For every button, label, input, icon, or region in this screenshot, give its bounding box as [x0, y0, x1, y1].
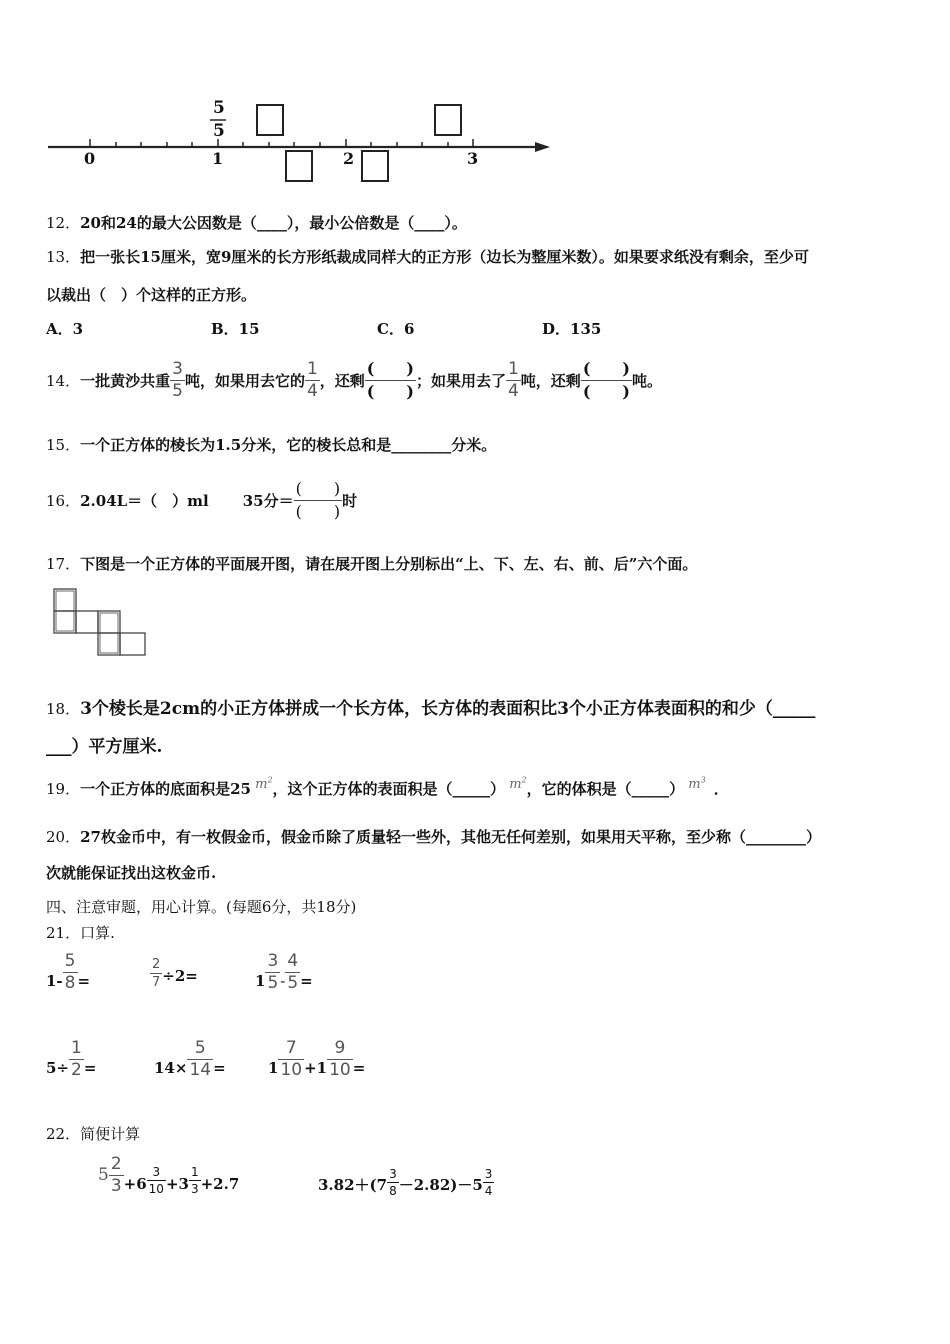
- question-18: [46, 694, 815, 719]
- question-number: 19．: [46, 780, 81, 798]
- question-17: [46, 553, 697, 574]
- question-number: 21．: [46, 924, 81, 942]
- fraction: $\frac{1}{4}$: [306, 358, 318, 401]
- calc-item[interactable]: 1 $\frac{3}{5}$ - $\frac{4}{5}$ =: [255, 951, 313, 993]
- question-text: 一个正方体的底面积是25: [80, 780, 251, 798]
- answer-blank-fraction[interactable]: ( ) ( ): [582, 358, 630, 401]
- question-16: [46, 470, 357, 530]
- question-text: ，还剩: [319, 371, 365, 390]
- calc-item[interactable]: 5÷ $\frac{1}{2}$ =: [46, 1038, 97, 1080]
- question-number: 18．: [46, 700, 81, 718]
- question-text: 27枚金币中，有一枚假金币，假金币除了质量轻一些外，其他无任何差别，如果用天平称，至少称（________）: [80, 828, 821, 846]
- question-number: 16．: [46, 491, 81, 510]
- option-a[interactable]: A．3: [46, 320, 84, 338]
- question-text: ．: [713, 780, 729, 798]
- section-title: 四、注意审题，用心计算。(每题6分，共18分): [46, 898, 357, 916]
- question-text: 3个棱长是2cm的小正方体拼成一个长方体，长方体的表面积比3个小正方体表面积的和少（_____: [80, 699, 816, 719]
- option-d[interactable]: D．135: [542, 320, 602, 338]
- calc-item[interactable]: 1 $\frac{7}{10}$ +1 $\frac{9}{10}$ =: [268, 1038, 366, 1080]
- fraction: $\frac{3}{5}$: [172, 358, 183, 401]
- question-text: 35分＝: [242, 491, 294, 510]
- question-text: ；如果用去了: [415, 371, 506, 390]
- tick-label-1: 1: [212, 149, 224, 168]
- question-14: [46, 350, 662, 410]
- question-number: 20．: [46, 828, 81, 846]
- answer-box[interactable]: [435, 105, 461, 135]
- question-18-line2: ___）平方厘米.: [46, 737, 163, 757]
- question-15: [46, 434, 496, 455]
- answer-box[interactable]: [362, 151, 388, 181]
- question-text: 一个正方体的棱长为1.5分米，它的棱长总和是________分米。: [80, 436, 497, 454]
- answer-blank-fraction[interactable]: ( ) ( ): [366, 358, 414, 401]
- question-text: ，这个正方体的表面积是（_____）: [272, 780, 506, 798]
- number-line-frac-bottom: 5: [213, 121, 225, 141]
- calc-item[interactable]: $\frac{2}{7}$ ÷2=: [152, 957, 198, 990]
- question-20: [46, 826, 821, 847]
- calc-item[interactable]: 14× $\frac{5}{14}$ =: [154, 1038, 226, 1080]
- number-line: [40, 95, 560, 190]
- question-12: [46, 212, 467, 233]
- question-text: 吨，如果用去它的: [184, 371, 305, 390]
- calc-item[interactable]: 1- $\frac{5}{8}$ =: [46, 951, 91, 993]
- question-13-line2: 以裁出（ ）个这样的正方形。: [46, 286, 257, 304]
- cube-net-diagram[interactable]: [50, 585, 155, 665]
- question-text: 下图是一个正方体的平面展开图，请在展开图上分别标出“上、下、左、右、前、后”六个面。: [80, 555, 698, 573]
- question-text: 2.04L＝（ ）ml: [80, 491, 209, 510]
- question-number: 14．: [46, 371, 81, 390]
- question-22: [46, 1123, 140, 1144]
- question-text: 时: [342, 491, 358, 510]
- question-number: 22．: [46, 1125, 81, 1143]
- question-title: 简便计算: [80, 1125, 141, 1143]
- answer-blank-fraction[interactable]: ( ) ( ): [295, 478, 341, 521]
- unit-square-meter: $m^2$: [255, 775, 273, 792]
- answer-box[interactable]: [286, 151, 312, 181]
- calc-expression[interactable]: 5 $\frac{2}{3}$ +6 $\frac{3}{10}$ +3 $\frac{1}{3}$ +2.7: [98, 1154, 240, 1196]
- question-number: 12．: [46, 214, 81, 232]
- question-21: [46, 922, 115, 943]
- calc-expression[interactable]: 3.82＋(7 $\frac{3}{8}$ －2.82)－5 $\frac{3}{4}$: [318, 1167, 493, 1198]
- question-text: 吨。: [631, 371, 662, 390]
- question-text: 把一张长15厘米，宽9厘米的长方形纸裁成同样大的正方形（边长为整厘米数）。如果要求纸没有剩余，至少可: [80, 248, 809, 266]
- question-13: [46, 246, 809, 267]
- unit-cubic-meter: $m^3$: [688, 775, 706, 792]
- question-number: 15．: [46, 436, 81, 454]
- fraction: $\frac{1}{4}$: [507, 358, 519, 401]
- question-number: 17．: [46, 555, 81, 573]
- question-text: 一批黄沙共重: [80, 371, 171, 390]
- tick-label-2: 2: [343, 149, 355, 168]
- question-text: 20和24的最大公因数是（____），最小公倍数是（____）。: [80, 214, 467, 232]
- question-19: [46, 775, 729, 799]
- answer-box[interactable]: [257, 105, 283, 135]
- question-20-line2: 次就能保证找出这枚金币.: [46, 864, 217, 882]
- option-b[interactable]: B．15: [211, 320, 260, 338]
- question-text: ，它的体积是（_____）: [526, 780, 685, 798]
- tick-label-3: 3: [467, 149, 479, 168]
- number-line-frac-top: 5: [213, 98, 225, 118]
- question-title: 口算.: [80, 924, 115, 942]
- unit-square-meter: $m^2$: [509, 775, 527, 792]
- tick-label-0: 0: [84, 149, 96, 168]
- question-text: 吨，还剩: [520, 371, 581, 390]
- option-c[interactable]: C．6: [377, 320, 415, 338]
- question-number: 13．: [46, 248, 81, 266]
